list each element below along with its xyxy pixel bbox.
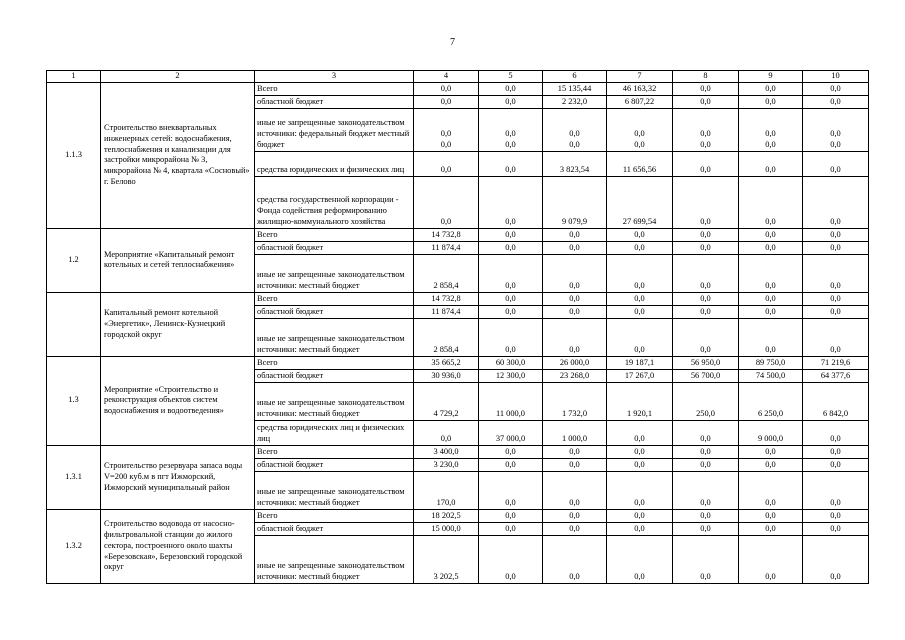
value-cell: 71 219,6 xyxy=(803,356,869,369)
value-cell: 11 874,4 xyxy=(414,305,479,318)
column-header: 2 xyxy=(101,71,255,83)
value-cell: 9 000,0 xyxy=(739,420,803,445)
funding-source: Всего xyxy=(255,445,414,458)
value-cell: 0,0 xyxy=(739,318,803,356)
value-cell: 0,0 xyxy=(803,535,869,583)
value-cell: 15 135,44 xyxy=(543,82,607,95)
value-cell: 26 000,0 xyxy=(543,356,607,369)
value-cell: 74 500,0 xyxy=(739,369,803,382)
value-cell: 0,0 xyxy=(479,318,543,356)
value-cell: 89 750,0 xyxy=(739,356,803,369)
value-cell: 0,0 xyxy=(607,445,673,458)
value-cell: 0,0 xyxy=(803,176,869,228)
value-cell: 0,0 xyxy=(739,305,803,318)
item-name: Капитальный ремонт котельной «Энергетик», Ленинск-Кузнецкий городской округ xyxy=(101,292,255,356)
value-cell: 0,0 xyxy=(479,95,543,108)
value-cell: 0,0 xyxy=(673,522,739,535)
value-cell: 0,0 xyxy=(607,318,673,356)
value-cell: 12 300,0 xyxy=(479,369,543,382)
value-cell: 0,0 xyxy=(673,241,739,254)
funding-source: иные не запрещенные законодательством источники: федеральный бюджет местный бюджет xyxy=(255,108,414,151)
value-cell: 35 665,2 xyxy=(414,356,479,369)
value-cell: 0,0 xyxy=(673,254,739,292)
value-cell: 0,0 xyxy=(739,254,803,292)
funding-source: областной бюджет xyxy=(255,458,414,471)
table-row xyxy=(47,509,869,522)
item-code: 1.3 xyxy=(47,356,101,445)
funding-source: Всего xyxy=(255,228,414,241)
value-cell: 0,0 xyxy=(673,458,739,471)
value-cell: 0,0 xyxy=(803,95,869,108)
value-cell: 0,0 xyxy=(803,522,869,535)
value-cell: 4 729,2 xyxy=(414,382,479,420)
value-cell: 0,0 xyxy=(673,318,739,356)
value-cell: 0,0 xyxy=(673,305,739,318)
value-cell: 0,0 xyxy=(673,151,739,176)
value-cell: 0,0 xyxy=(739,471,803,509)
value-cell: 0,0 xyxy=(739,151,803,176)
item-code: 1.1.3 xyxy=(47,82,101,228)
value-cell: 3 202,5 xyxy=(414,535,479,583)
column-header: 3 xyxy=(255,71,414,83)
value-cell: 0,0 xyxy=(673,445,739,458)
value-cell: 0,0 xyxy=(739,509,803,522)
value-cell: 0,0 xyxy=(479,445,543,458)
value-cell: 11 656,56 xyxy=(607,151,673,176)
value-cell: 0,0 xyxy=(739,176,803,228)
funding-source: областной бюджет xyxy=(255,305,414,318)
value-cell: 0,0 xyxy=(803,254,869,292)
item-code xyxy=(47,292,101,356)
value-cell: 0,0 xyxy=(673,176,739,228)
value-cell: 0,0 xyxy=(673,420,739,445)
value-cell: 0,0 xyxy=(607,420,673,445)
value-cell: 0,0 0,0 xyxy=(479,108,543,151)
value-cell: 0,0 xyxy=(803,445,869,458)
header-row xyxy=(47,71,869,83)
value-cell: 46 163,32 xyxy=(607,82,673,95)
value-cell: 250,0 xyxy=(673,382,739,420)
funding-source: иные не запрещенные законодательством источники: местный бюджет xyxy=(255,254,414,292)
value-cell: 23 268,0 xyxy=(543,369,607,382)
value-cell: 30 936,0 xyxy=(414,369,479,382)
value-cell: 0,0 xyxy=(739,458,803,471)
funding-source: иные не запрещенные законодательством источники: местный бюджет xyxy=(255,382,414,420)
value-cell: 15 000,0 xyxy=(414,522,479,535)
value-cell: 14 732,8 xyxy=(414,228,479,241)
value-cell: 0,0 0,0 xyxy=(739,108,803,151)
value-cell: 56 950,0 xyxy=(673,356,739,369)
value-cell: 0,0 xyxy=(607,509,673,522)
budget-table xyxy=(46,70,869,584)
value-cell: 0,0 xyxy=(543,305,607,318)
value-cell: 0,0 xyxy=(414,176,479,228)
value-cell: 60 300,0 xyxy=(479,356,543,369)
value-cell: 0,0 xyxy=(803,420,869,445)
value-cell: 0,0 xyxy=(673,509,739,522)
column-header: 10 xyxy=(803,71,869,83)
value-cell: 18 202,5 xyxy=(414,509,479,522)
value-cell: 3 230,0 xyxy=(414,458,479,471)
value-cell: 2 232,0 xyxy=(543,95,607,108)
value-cell: 0,0 xyxy=(543,254,607,292)
item-code: 1.3.1 xyxy=(47,445,101,509)
funding-source: Всего xyxy=(255,82,414,95)
item-name: Строительство водовода от насосно-фильтровальной станции до жилого сектора, построенного около шахты «Березовская», Березовский городской округ xyxy=(101,509,255,583)
value-cell: 0,0 xyxy=(479,305,543,318)
value-cell: 0,0 xyxy=(543,292,607,305)
value-cell: 0,0 xyxy=(607,228,673,241)
value-cell: 1 732,0 xyxy=(543,382,607,420)
value-cell: 0,0 xyxy=(739,292,803,305)
value-cell: 0,0 xyxy=(607,305,673,318)
item-code: 1.2 xyxy=(47,228,101,292)
value-cell: 1 000,0 xyxy=(543,420,607,445)
funding-source: иные не запрещенные законодательством источники: местный бюджет xyxy=(255,471,414,509)
value-cell: 0,0 xyxy=(803,471,869,509)
value-cell: 0,0 xyxy=(803,82,869,95)
column-header: 4 xyxy=(414,71,479,83)
funding-source: средства юридических и физических лиц xyxy=(255,151,414,176)
funding-source: областной бюджет xyxy=(255,241,414,254)
value-cell: 0,0 xyxy=(479,176,543,228)
value-cell: 0,0 xyxy=(803,292,869,305)
value-cell: 0,0 xyxy=(543,535,607,583)
funding-source: средства государственной корпорации - Фонда содействия реформированию жилищно-коммунального хозяйства xyxy=(255,176,414,228)
item-name: Мероприятие «Капитальный ремонт котельных и сетей теплоснабжения» xyxy=(101,228,255,292)
value-cell: 1 920,1 xyxy=(607,382,673,420)
value-cell: 0,0 xyxy=(543,522,607,535)
value-cell: 0,0 xyxy=(803,151,869,176)
value-cell: 0,0 xyxy=(414,151,479,176)
value-cell: 0,0 xyxy=(479,228,543,241)
value-cell: 0,0 xyxy=(803,228,869,241)
value-cell: 0,0 xyxy=(673,95,739,108)
value-cell: 0,0 xyxy=(803,458,869,471)
value-cell: 2 858,4 xyxy=(414,318,479,356)
value-cell: 0,0 xyxy=(739,445,803,458)
value-cell: 0,0 xyxy=(739,535,803,583)
table-row xyxy=(47,445,869,458)
value-cell: 0,0 xyxy=(607,471,673,509)
value-cell: 9 079,9 xyxy=(543,176,607,228)
value-cell: 0,0 0,0 xyxy=(673,108,739,151)
table-row xyxy=(47,292,869,305)
value-cell: 0,0 xyxy=(673,535,739,583)
value-cell: 0,0 xyxy=(414,420,479,445)
value-cell: 0,0 xyxy=(673,292,739,305)
column-header: 7 xyxy=(607,71,673,83)
funding-source: Всего xyxy=(255,356,414,369)
value-cell: 0,0 xyxy=(803,305,869,318)
funding-source: областной бюджет xyxy=(255,369,414,382)
table-row xyxy=(47,228,869,241)
column-header: 9 xyxy=(739,71,803,83)
value-cell: 0,0 xyxy=(607,522,673,535)
value-cell: 0,0 xyxy=(479,292,543,305)
value-cell: 6 807,22 xyxy=(607,95,673,108)
value-cell: 0,0 xyxy=(414,82,479,95)
value-cell: 11 000,0 xyxy=(479,382,543,420)
funding-source: областной бюджет xyxy=(255,522,414,535)
value-cell: 0,0 xyxy=(673,82,739,95)
value-cell: 0,0 xyxy=(479,458,543,471)
value-cell: 3 400,0 xyxy=(414,445,479,458)
page-number: 7 xyxy=(450,37,455,48)
value-cell: 0,0 xyxy=(479,509,543,522)
value-cell: 6 842,0 xyxy=(803,382,869,420)
item-code: 1.3.2 xyxy=(47,509,101,583)
value-cell: 0,0 xyxy=(739,228,803,241)
column-header: 1 xyxy=(47,71,101,83)
value-cell: 0,0 xyxy=(479,471,543,509)
value-cell: 2 858,4 xyxy=(414,254,479,292)
column-header: 8 xyxy=(673,71,739,83)
value-cell: 0,0 0,0 xyxy=(543,108,607,151)
value-cell: 0,0 xyxy=(479,241,543,254)
value-cell: 64 377,6 xyxy=(803,369,869,382)
value-cell: 0,0 xyxy=(543,445,607,458)
value-cell: 0,0 xyxy=(479,254,543,292)
value-cell: 14 732,8 xyxy=(414,292,479,305)
value-cell: 56 700,0 xyxy=(673,369,739,382)
value-cell: 0,0 xyxy=(803,241,869,254)
value-cell: 0,0 xyxy=(739,82,803,95)
value-cell: 6 250,0 xyxy=(739,382,803,420)
item-name: Строительство внеквартальных инженерных сетей: водоснабжения, теплоснабжения и канализации для застройки микрорайона № 3, микрорайона № 4, квартала «Сосновый» г. Белово xyxy=(101,82,255,228)
value-cell: 0,0 0,0 xyxy=(607,108,673,151)
value-cell: 0,0 xyxy=(543,241,607,254)
value-cell: 170,0 xyxy=(414,471,479,509)
value-cell: 0,0 xyxy=(803,509,869,522)
value-cell: 0,0 xyxy=(479,151,543,176)
value-cell: 0,0 xyxy=(414,95,479,108)
value-cell: 17 267,0 xyxy=(607,369,673,382)
value-cell: 0,0 xyxy=(607,458,673,471)
value-cell: 0,0 xyxy=(673,471,739,509)
value-cell: 19 187,1 xyxy=(607,356,673,369)
value-cell: 0,0 xyxy=(739,95,803,108)
funding-source: областной бюджет xyxy=(255,95,414,108)
value-cell: 0,0 xyxy=(543,318,607,356)
table-row xyxy=(47,356,869,369)
value-cell: 0,0 xyxy=(479,82,543,95)
item-name: Мероприятие «Строительство и реконструкция объектов систем водоснабжения и водоотведения» xyxy=(101,356,255,445)
value-cell: 0,0 0,0 xyxy=(803,108,869,151)
funding-source: иные не запрещенные законодательством источники: местный бюджет xyxy=(255,535,414,583)
value-cell: 37 000,0 xyxy=(479,420,543,445)
value-cell: 0,0 xyxy=(739,522,803,535)
item-name: Строительство резервуара запаса воды V=200 куб.м в пгт Ижморский, Ижморский муниципальный район xyxy=(101,445,255,509)
funding-source: Всего xyxy=(255,292,414,305)
value-cell: 0,0 xyxy=(607,292,673,305)
value-cell: 0,0 xyxy=(607,241,673,254)
value-cell: 0,0 xyxy=(543,509,607,522)
value-cell: 0,0 0,0 xyxy=(414,108,479,151)
value-cell: 0,0 xyxy=(673,228,739,241)
column-header: 6 xyxy=(543,71,607,83)
column-header: 5 xyxy=(479,71,543,83)
value-cell: 27 699,54 xyxy=(607,176,673,228)
value-cell: 0,0 xyxy=(607,535,673,583)
value-cell: 0,0 xyxy=(543,471,607,509)
value-cell: 0,0 xyxy=(479,535,543,583)
value-cell: 3 823,54 xyxy=(543,151,607,176)
value-cell: 0,0 xyxy=(479,522,543,535)
value-cell: 0,0 xyxy=(739,241,803,254)
table-row xyxy=(47,82,869,95)
value-cell: 0,0 xyxy=(543,228,607,241)
value-cell: 0,0 xyxy=(803,318,869,356)
value-cell: 0,0 xyxy=(607,254,673,292)
funding-source: иные не запрещенные законодательством источники: местный бюджет xyxy=(255,318,414,356)
funding-source: средства юридических лиц и физических лиц xyxy=(255,420,414,445)
funding-source: Всего xyxy=(255,509,414,522)
value-cell: 11 874,4 xyxy=(414,241,479,254)
value-cell: 0,0 xyxy=(543,458,607,471)
